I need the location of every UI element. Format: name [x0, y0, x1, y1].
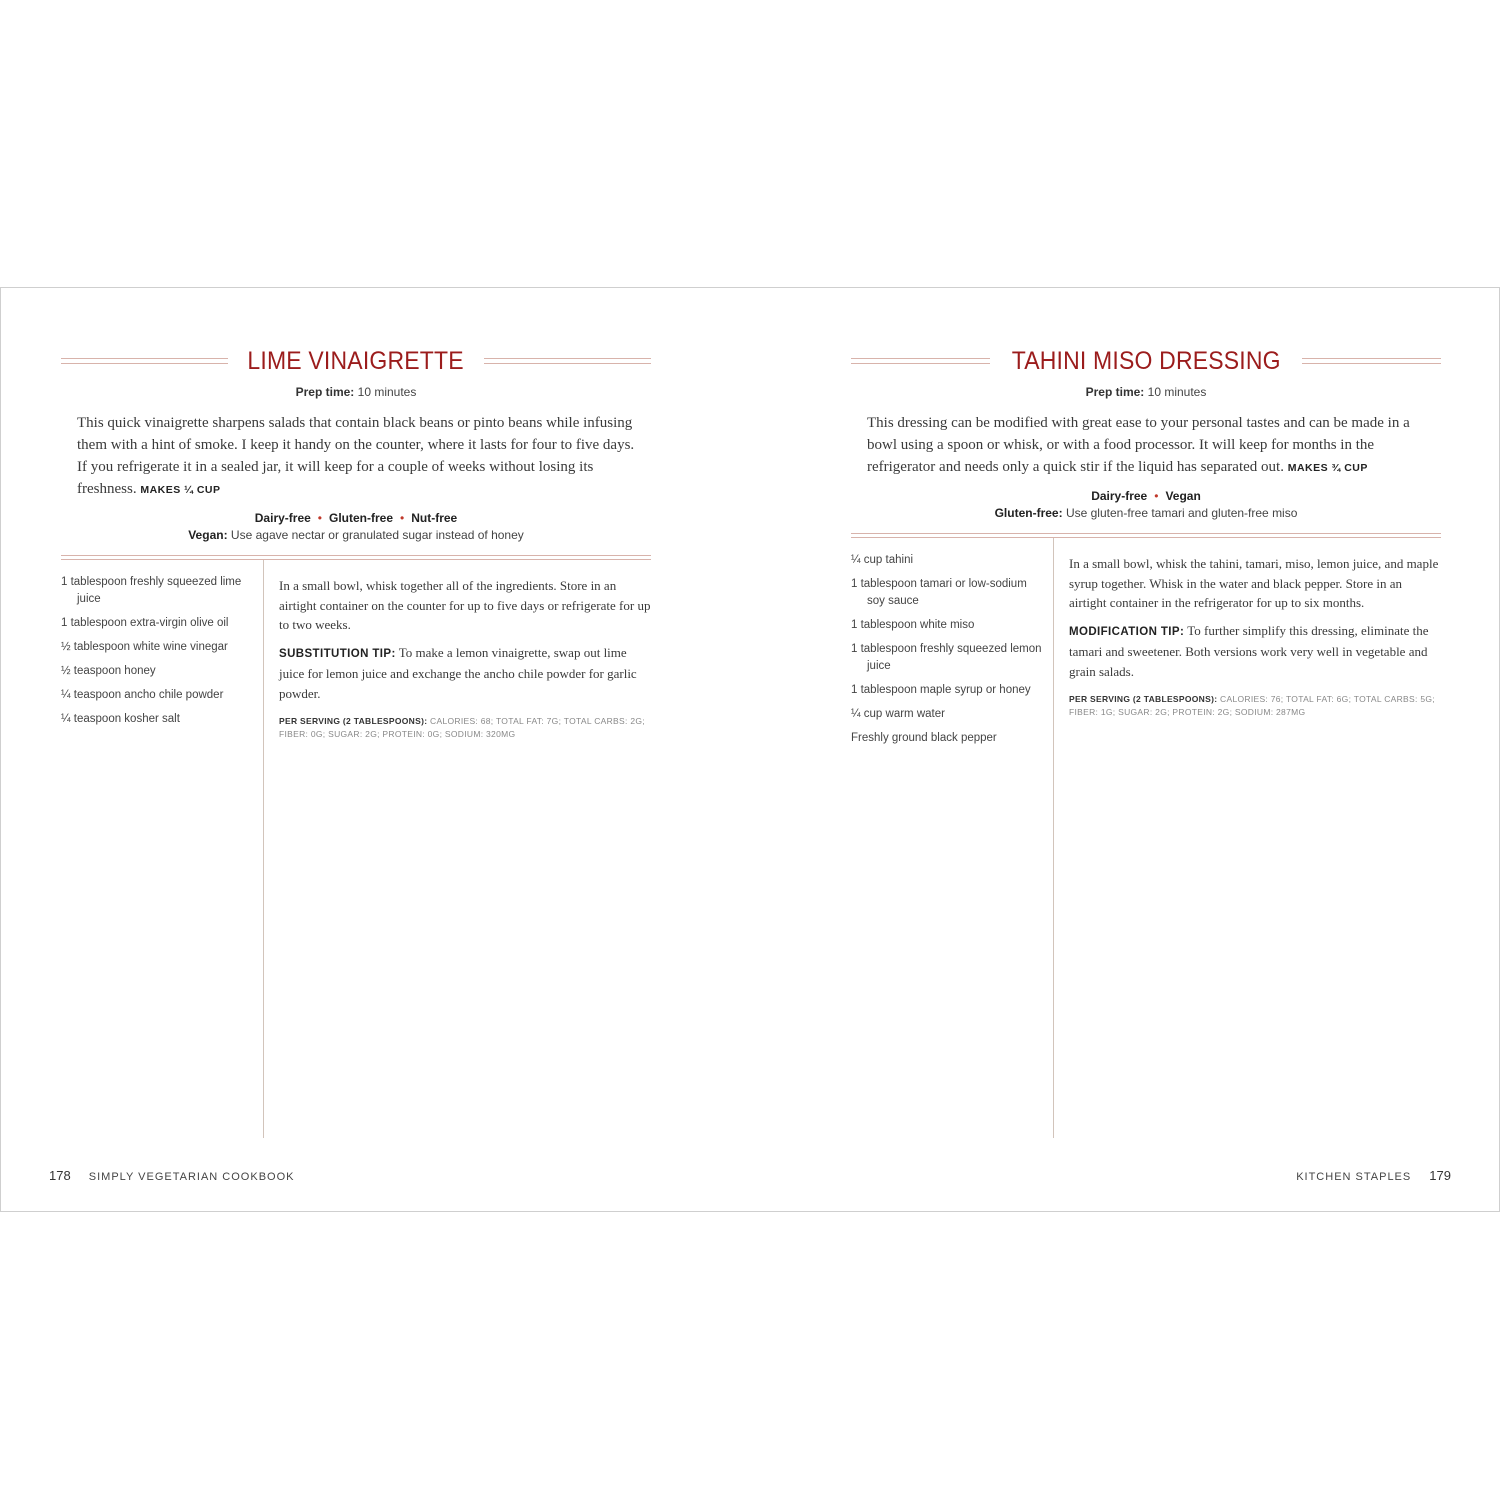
tip-paragraph	[279, 643, 651, 704]
ingredient-item: ½ tablespoon white wine vinegar	[61, 641, 228, 653]
nutrition-info	[279, 715, 651, 741]
ingredient-list	[61, 574, 256, 735]
recipe-title: TAHINI MISO DRESSING	[1011, 346, 1281, 375]
tip-label: MODIFICATION TIP:	[1069, 625, 1185, 638]
diet-tags: Dairy-free • Gluten-free • Nut-free	[254, 511, 458, 525]
nutrition-info	[1069, 693, 1441, 719]
prep-time	[61, 385, 651, 399]
ingredient-item: 1 tablespoon tamari or low-sodium soy sauce	[851, 578, 1027, 607]
diet-note-label: Vegan:	[188, 528, 228, 542]
section-divider	[851, 533, 1441, 538]
ingredient-item: ¼ teaspoon ancho chile powder	[61, 689, 224, 701]
diet-tag: Dairy-free	[1091, 489, 1148, 503]
recipe-title: LIME VINAIGRETTE	[247, 346, 465, 375]
prep-value: 10 minutes	[1147, 385, 1207, 399]
ingredient-item: 1 tablespoon freshly squeezed lemon juice	[851, 643, 1042, 672]
method-text: In a small bowl, whisk the tahini, tamari, miso, lemon juice, and maple syrup together. Whisk in the water and black pepper. Store in an airtight container in the refrigerator for up to six months.	[1069, 556, 1439, 610]
ingredient-item: ¼ cup warm water	[851, 708, 945, 720]
diet-note-text: Use gluten-free tamari and gluten-free miso	[1065, 506, 1298, 520]
book-spread	[0, 287, 1500, 1212]
ingredient-item: 1 tablespoon maple syrup or honey	[851, 684, 1031, 696]
ingredient-list	[851, 552, 1046, 754]
diet-note	[851, 506, 1441, 520]
diet-tag: Nut-free	[411, 511, 458, 525]
recipe-title-row	[61, 346, 651, 376]
diet-tag: Vegan	[1165, 489, 1201, 503]
title-rule-right	[1302, 358, 1441, 364]
left-page	[1, 288, 750, 1211]
method-section	[1069, 554, 1441, 719]
page-number: 178	[49, 1168, 71, 1183]
intro-text: This dressing can be modified with great ease to your personal tastes and can be made in a bowl using a spoon or whisk, or with a food processor. It will keep for months in the refrigerator and needs only a quick stir if the liquid has separated out.	[867, 415, 1410, 475]
nutrition-label: PER SERVING (2 TABLESPOONS):	[1069, 694, 1218, 704]
intro-text: This quick vinaigrette sharpens salads that contain black beans or pinto beans while infusing them with a hint of smoke. I keep it handy on the counter, where it lasts for four to five days. If you refrigerate it in a sealed jar, it will keep for a couple of weeks without losing its freshness.	[77, 415, 635, 497]
recipe-intro	[77, 412, 637, 501]
page-footer	[49, 1168, 294, 1183]
nutrition-label: PER SERVING (2 TABLESPOONS):	[279, 716, 428, 726]
ingredient-item: Freshly ground black pepper	[851, 732, 997, 744]
section-divider	[61, 555, 651, 560]
running-title: KITCHEN STAPLES	[1296, 1171, 1412, 1183]
nutrition-text: CALORIES: 68; TOTAL FAT: 7G; TOTAL CARBS: 2G; FIBER: 0G; SUGAR: 2G; PROTEIN: 0G; SODIUM: 320MG	[279, 716, 645, 739]
title-rule-right	[484, 358, 651, 364]
tip-paragraph	[1069, 621, 1441, 682]
diet-tag: Gluten-free	[329, 511, 394, 525]
recipe-intro	[867, 412, 1427, 479]
ingredient-item: ¼ cup tahini	[851, 554, 914, 566]
title-rule-left	[851, 358, 990, 364]
tip-label: SUBSTITUTION TIP:	[279, 647, 396, 660]
nutrition-text: CALORIES: 76; TOTAL FAT: 6G; TOTAL CARBS: 5G; FIBER: 1G; SUGAR: 2G; PROTEIN: 2G; SODIUM: 287MG	[1069, 694, 1435, 717]
ingredient-item: 1 tablespoon white miso	[851, 619, 975, 631]
ingredient-item: 1 tablespoon extra-virgin olive oil	[61, 617, 229, 629]
column-divider	[263, 560, 264, 1138]
right-page	[750, 288, 1499, 1211]
title-rule-left	[61, 358, 228, 364]
diet-note	[61, 528, 651, 542]
method-text: In a small bowl, whisk together all of the ingredients. Store in an airtight container on the counter for up to five days or refrigerate for up to two weeks.	[279, 578, 651, 632]
makes-yield: MAKES ¼ CUP	[140, 484, 221, 496]
makes-yield: MAKES ¾ CUP	[1287, 462, 1368, 474]
recipe-title-row	[851, 346, 1441, 376]
diet-note-label: Gluten-free:	[994, 506, 1063, 520]
tip-text: To make a lemon vinaigrette, swap out lime juice for lemon juice and exchange the ancho chile powder for garlic powder.	[279, 644, 637, 701]
page-number: 179	[1429, 1168, 1451, 1183]
method-section	[279, 576, 651, 741]
running-title: SIMPLY VEGETARIAN COOKBOOK	[88, 1171, 295, 1183]
prep-label: Prep time:	[1085, 385, 1145, 399]
diet-tag: Dairy-free	[254, 511, 311, 525]
tip-text: To further simplify this dressing, eliminate the tamari and sweetener. Both versions work very well in vegetable and grain salads.	[1069, 622, 1429, 679]
diet-note-text: Use agave nectar or granulated sugar instead of honey	[230, 528, 524, 542]
prep-value: 10 minutes	[357, 385, 417, 399]
diet-tags: Dairy-free • Vegan	[1091, 489, 1201, 503]
ingredient-item: 1 tablespoon freshly squeezed lime juice	[61, 576, 242, 605]
prep-label: Prep time:	[295, 385, 355, 399]
page-footer	[1296, 1168, 1451, 1183]
ingredient-item: ¼ teaspoon kosher salt	[61, 713, 180, 725]
prep-time	[851, 385, 1441, 399]
column-divider	[1053, 538, 1054, 1138]
ingredient-item: ½ teaspoon honey	[61, 665, 156, 677]
